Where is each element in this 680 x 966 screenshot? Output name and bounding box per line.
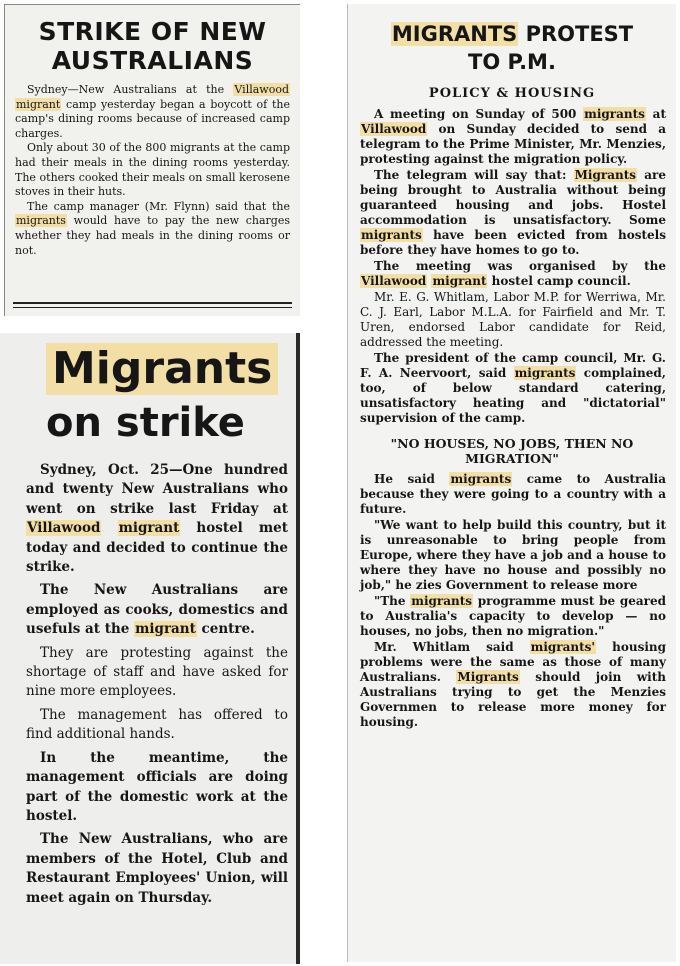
headline: on strike [46,400,245,446]
highlighted-term: Villawood [361,122,427,136]
highlighted-term: migrants' [530,640,596,654]
highlighted-term: Villawood [361,274,427,288]
subheading: "NO HOUSES, NO JOBS, THEN NO MIGRATION" [390,436,634,466]
paragraph: He said migrants came to Australia because they were going to a country with a future. [360,472,666,516]
highlighted-term: migrants [411,594,473,608]
divider [13,302,292,304]
paragraph: "We want to help build this country, but it is unreasonable to bring people from Europe, where they have a job and a house to where they have no house and possibly no job," he zies Government to release more [360,518,666,592]
article-body [360,107,666,426]
highlighted-term: migrant [16,97,61,111]
paragraph: The New Australians are employed as cooks, domestics and usefuls at the migrant centre. [26,582,288,638]
paragraph: Only about 30 of the 800 migrants at the camp had their meals in the dining rooms yesterday. The others cooked their meals on small kerosene stoves in their huts. [15,141,290,199]
clipping-migrants-protest-to-pm [347,4,676,962]
clipping-strike-of-new-australians [4,4,300,316]
highlighted-term: migrant [135,621,196,638]
paragraph: Sydney, Oct. 25—One hundred and twenty New Australians who went on strike last Friday at Villawood migrant hostel met today and decided to continue the strike. [26,462,289,576]
article-body [360,472,666,730]
highlighted-term: migrants [16,214,66,228]
highlighted-term: migrants [514,366,576,380]
highlighted-term: Migrants [457,670,519,684]
highlighted-term: Villawood [234,83,289,96]
paragraph: The telegram will say that: Migrants are being brought to Australia without being guaranteed housing and jobs. Hostel accommodation is unsatisfactory. Some migrants have been evicted from hostels before they have homes to go to. [360,168,666,257]
article-body [15,83,290,258]
paragraph: "The migrants programme must be geared to Australia's capacity to develop — no houses, no jobs, then no migration." [360,594,666,638]
paragraph: The meeting was organised by the Villawood migrant hostel camp council. [361,259,666,288]
divider [13,307,292,308]
headline: MIGRANTS PROTEST TO P.M. [391,22,634,74]
subheading: POLICY & HOUSING [428,86,596,101]
highlighted-term: migrants [584,107,645,121]
clipping-migrants-on-strike [0,333,300,964]
paragraph: Mr. Whitlam said migrants' housing problems were the same as those of many Australians. Migrants should join with Australians trying to get the Menzies Governmen to release more money for housing. [360,640,667,729]
highlighted-term: Villawood [27,520,101,537]
headline-highlighted: Migrants [46,343,278,395]
highlighted-term: migrant [118,520,180,537]
headline: STRIKE OF NEW AUSTRALIANS [38,17,267,75]
scan-edge [296,333,300,964]
paragraph: The camp manager (Mr. Flynn) said that the migrants would have to pay the new charges whether they had meals in the dining rooms or not. [15,199,290,257]
highlighted-term: migrant [432,274,487,288]
highlighted-term: migrants [450,472,512,486]
paragraph: The management has offered to find additional hands. [26,706,288,743]
paragraph: The New Australians, who are members of the Hotel, Club and Restaurant Employees' Union, will meet again on Thursday. [26,831,288,906]
highlighted-term: migrants [361,228,422,242]
paragraph: A meeting on Sunday of 500 migrants at Villawood on Sunday decided to send a telegram to the Prime Minister, Mr. Menzies, protesting against the migration policy. [360,107,666,166]
highlighted-term: MIGRANTS [391,22,518,46]
highlighted-term: Migrants [574,168,636,182]
paragraph: In the meantime, the management officials are doing part of the domestic work at the hostel. [26,749,288,824]
article-body [26,461,288,908]
paragraph: The president of the camp council, Mr. G. F. A. Neervoort, said migrants complained, too, of below standard catering, unsatisfactory heating and "dictatorial" supervision of the camp. [360,351,666,425]
paragraph: They are protesting against the shortage of staff and have asked for nine more employees. [26,644,288,700]
paragraph: Mr. E. G. Whitlam, Labor M.P. for Werriwa, Mr. C. J. Earl, Labor M.L.A. for Fairfield and Mr. T. Uren, endorsed Labor candidate for Reid, addressed the meeting. [360,290,666,349]
paragraph: Sydney—New Australians at the Villawood migrant camp yesterday began a boycott of the camp's dining rooms because of increased camp charges. [15,83,290,140]
